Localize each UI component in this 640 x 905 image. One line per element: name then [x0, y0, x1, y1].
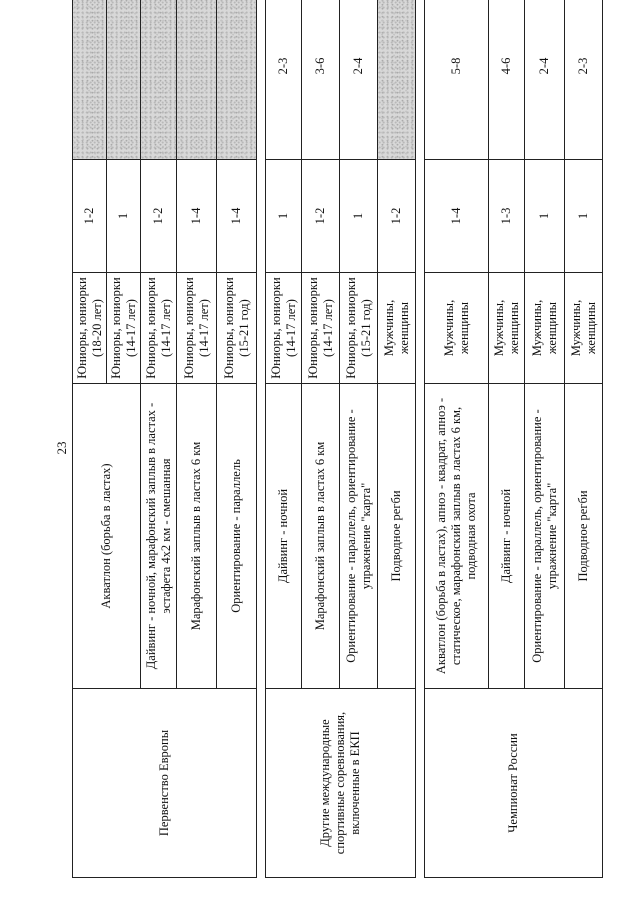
age-group-cell: Юниоры, юниорки (15-21 год) [340, 273, 378, 384]
discipline-cell: Марафонский заплыв в ластах 6 км [177, 384, 217, 689]
places-secondary-cell [107, 0, 141, 160]
age-group-cell: Юниоры, юниорки (14-17 лет) [266, 273, 302, 384]
group-separator [257, 0, 266, 878]
places-secondary-cell [141, 0, 177, 160]
discipline-cell: Ориентирование - параллель, ориентирование - упражнение "карта" [340, 384, 378, 689]
discipline-cell: Подводное регби [565, 384, 603, 689]
places-secondary-cell [177, 0, 217, 160]
places-secondary-cell: 2-3 [266, 0, 302, 160]
age-group-cell: Мужчины, женщины [525, 273, 565, 384]
places-cell: 1-2 [141, 160, 177, 273]
discipline-cell: Ориентирование - параллель [217, 384, 257, 689]
group-separator [416, 0, 425, 878]
discipline-cell: Дайвинг - ночной, марафонский заплыв в ластах - эстафета 4х2 км - смешанная [141, 384, 177, 689]
age-group-cell: Мужчины, женщины [489, 273, 525, 384]
discipline-cell: Акватлон (борьба в ластах) [73, 384, 141, 689]
places-cell: 1-3 [489, 160, 525, 273]
event-cell: Чемпионат России [425, 689, 603, 878]
places-cell: 1 [107, 160, 141, 273]
page-number: 23 [54, 441, 69, 455]
places-cell: 1-4 [425, 160, 489, 273]
age-group-cell: Юниоры, юниорки (14-17 лет) [141, 273, 177, 384]
table-row [425, 0, 489, 878]
places-cell: 1-2 [302, 160, 340, 273]
age-group-cell: Юниоры, юниорки (18-20 лет) [73, 273, 107, 384]
event-cell: Другие международные спортивные соревнования, включенные в ЕКП [266, 689, 416, 878]
discipline-cell: Дайвинг - ночной [266, 384, 302, 689]
age-group-cell: Юниоры, юниорки (14-17 лет) [177, 273, 217, 384]
places-secondary-cell [378, 0, 416, 160]
discipline-cell: Ориентирование - параллель, ориентирование - упражнение "карта" [525, 384, 565, 689]
discipline-cell: Подводное регби [378, 384, 416, 689]
discipline-cell: Акватлон (борьба в ластах), апноэ - квадрат, апноэ - статическое, марафонский заплыв в ластах 6 км, подводная охота [425, 384, 489, 689]
age-group-cell: Юниоры, юниорки (14-17 лет) [107, 273, 141, 384]
places-cell: 1 [340, 160, 378, 273]
rotated-table-wrapper [72, 0, 603, 878]
places-secondary-cell: 4-6 [489, 0, 525, 160]
places-secondary-cell: 2-3 [565, 0, 603, 160]
age-group-cell: Юниоры, юниорки (14-17 лет) [302, 273, 340, 384]
age-group-cell: Мужчины, женщины [425, 273, 489, 384]
age-group-cell: Мужчины, женщины [565, 273, 603, 384]
table-row [73, 0, 107, 878]
places-cell: 1 [266, 160, 302, 273]
age-group-cell: Юниоры, юниорки (15-21 год) [217, 273, 257, 384]
age-group-cell: Мужчины, женщины [378, 273, 416, 384]
places-cell: 1-2 [378, 160, 416, 273]
places-secondary-cell: 2-4 [340, 0, 378, 160]
places-cell: 1 [565, 160, 603, 273]
discipline-cell: Марафонский заплыв в ластах 6 км [302, 384, 340, 689]
places-cell: 1-4 [177, 160, 217, 273]
places-cell: 1-2 [73, 160, 107, 273]
places-cell: 1 [525, 160, 565, 273]
event-cell: Первенство Европы [73, 689, 257, 878]
discipline-cell: Дайвинг - ночной [489, 384, 525, 689]
places-secondary-cell: 5-8 [425, 0, 489, 160]
table-row [266, 0, 302, 878]
places-secondary-cell: 3-6 [302, 0, 340, 160]
places-secondary-cell: 2-4 [525, 0, 565, 160]
requirements-table [72, 0, 603, 878]
places-secondary-cell [217, 0, 257, 160]
places-cell: 1-4 [217, 160, 257, 273]
places-secondary-cell [73, 0, 107, 160]
